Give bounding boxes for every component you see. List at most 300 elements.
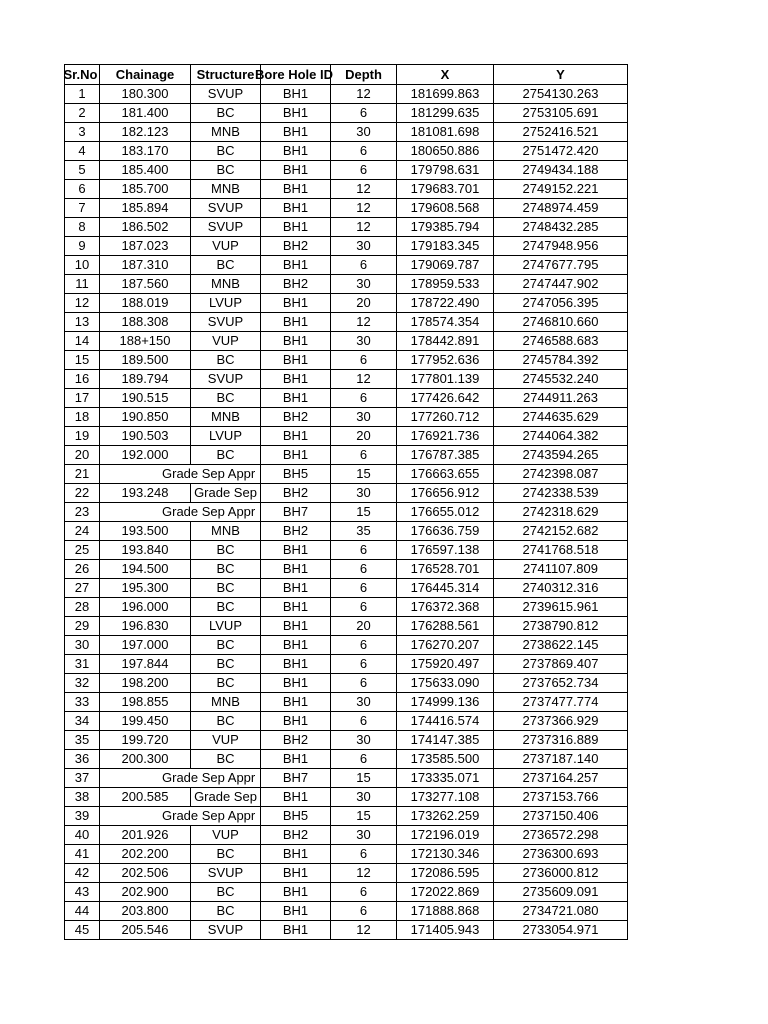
cell-sr-no[interactable]: 19: [65, 427, 100, 446]
cell-depth[interactable]: 20: [331, 427, 397, 446]
cell-chainage[interactable]: 193.248: [100, 484, 191, 503]
cell-structure-spanning[interactable]: Grade Sep Appr: [100, 503, 261, 522]
cell-bore-hole-id[interactable]: BH2: [261, 237, 331, 256]
cell-x[interactable]: 181699.863: [397, 85, 494, 104]
cell-bore-hole-id[interactable]: BH1: [261, 655, 331, 674]
cell-depth[interactable]: 12: [331, 370, 397, 389]
header-y[interactable]: Y: [494, 65, 628, 85]
cell-chainage[interactable]: 195.300: [100, 579, 191, 598]
cell-y[interactable]: 2744635.629: [494, 408, 628, 427]
cell-structure[interactable]: BC: [191, 636, 261, 655]
cell-structure[interactable]: MNB: [191, 522, 261, 541]
cell-depth[interactable]: 30: [331, 408, 397, 427]
cell-y[interactable]: 2737477.774: [494, 693, 628, 712]
cell-structure[interactable]: Grade Sep: [191, 484, 261, 503]
cell-x[interactable]: 176787.385: [397, 446, 494, 465]
cell-x[interactable]: 174999.136: [397, 693, 494, 712]
cell-structure[interactable]: Grade Sep: [191, 788, 261, 807]
cell-chainage[interactable]: 197.000: [100, 636, 191, 655]
cell-y[interactable]: 2744911.263: [494, 389, 628, 408]
cell-structure[interactable]: SVUP: [191, 218, 261, 237]
cell-depth[interactable]: 12: [331, 921, 397, 940]
cell-bore-hole-id[interactable]: BH1: [261, 921, 331, 940]
cell-depth[interactable]: 6: [331, 712, 397, 731]
cell-y[interactable]: 2741107.809: [494, 560, 628, 579]
cell-bore-hole-id[interactable]: BH2: [261, 484, 331, 503]
cell-depth[interactable]: 6: [331, 256, 397, 275]
cell-y[interactable]: 2751472.420: [494, 142, 628, 161]
cell-chainage[interactable]: 205.546: [100, 921, 191, 940]
cell-y[interactable]: 2743594.265: [494, 446, 628, 465]
cell-sr-no[interactable]: 20: [65, 446, 100, 465]
cell-y[interactable]: 2737652.734: [494, 674, 628, 693]
cell-structure[interactable]: BC: [191, 674, 261, 693]
cell-depth[interactable]: 20: [331, 294, 397, 313]
cell-bore-hole-id[interactable]: BH1: [261, 541, 331, 560]
cell-bore-hole-id[interactable]: BH1: [261, 446, 331, 465]
cell-x[interactable]: 176656.912: [397, 484, 494, 503]
cell-depth[interactable]: 12: [331, 313, 397, 332]
cell-depth[interactable]: 6: [331, 902, 397, 921]
cell-bore-hole-id[interactable]: BH1: [261, 180, 331, 199]
cell-sr-no[interactable]: 22: [65, 484, 100, 503]
cell-x[interactable]: 177426.642: [397, 389, 494, 408]
cell-bore-hole-id[interactable]: BH7: [261, 503, 331, 522]
cell-y[interactable]: 2737164.257: [494, 769, 628, 788]
cell-bore-hole-id[interactable]: BH1: [261, 256, 331, 275]
cell-structure[interactable]: SVUP: [191, 313, 261, 332]
cell-chainage[interactable]: 190.515: [100, 389, 191, 408]
cell-chainage[interactable]: 202.200: [100, 845, 191, 864]
cell-chainage[interactable]: 196.000: [100, 598, 191, 617]
cell-sr-no[interactable]: 6: [65, 180, 100, 199]
cell-chainage[interactable]: 198.855: [100, 693, 191, 712]
cell-x[interactable]: 176288.561: [397, 617, 494, 636]
cell-chainage[interactable]: 190.503: [100, 427, 191, 446]
cell-depth[interactable]: 6: [331, 845, 397, 864]
cell-depth[interactable]: 12: [331, 864, 397, 883]
cell-structure[interactable]: SVUP: [191, 199, 261, 218]
cell-sr-no[interactable]: 27: [65, 579, 100, 598]
cell-structure[interactable]: LVUP: [191, 617, 261, 636]
cell-y[interactable]: 2747056.395: [494, 294, 628, 313]
cell-bore-hole-id[interactable]: BH2: [261, 408, 331, 427]
header-depth[interactable]: Depth: [331, 65, 397, 85]
header-chainage[interactable]: Chainage: [100, 65, 191, 85]
cell-y[interactable]: 2738622.145: [494, 636, 628, 655]
cell-depth[interactable]: 15: [331, 465, 397, 484]
cell-structure[interactable]: BC: [191, 389, 261, 408]
cell-sr-no[interactable]: 23: [65, 503, 100, 522]
cell-structure[interactable]: BC: [191, 655, 261, 674]
cell-sr-no[interactable]: 16: [65, 370, 100, 389]
cell-x[interactable]: 176921.736: [397, 427, 494, 446]
cell-structure-spanning[interactable]: Grade Sep Appr: [100, 807, 261, 826]
cell-y[interactable]: 2753105.691: [494, 104, 628, 123]
cell-depth[interactable]: 6: [331, 104, 397, 123]
cell-structure[interactable]: MNB: [191, 275, 261, 294]
cell-structure[interactable]: BC: [191, 256, 261, 275]
cell-sr-no[interactable]: 2: [65, 104, 100, 123]
cell-structure[interactable]: MNB: [191, 123, 261, 142]
cell-x[interactable]: 179608.568: [397, 199, 494, 218]
cell-sr-no[interactable]: 35: [65, 731, 100, 750]
cell-y[interactable]: 2747677.795: [494, 256, 628, 275]
cell-bore-hole-id[interactable]: BH1: [261, 313, 331, 332]
cell-x[interactable]: 175920.497: [397, 655, 494, 674]
cell-y[interactable]: 2754130.263: [494, 85, 628, 104]
cell-y[interactable]: 2737316.889: [494, 731, 628, 750]
cell-sr-no[interactable]: 37: [65, 769, 100, 788]
cell-chainage[interactable]: 199.450: [100, 712, 191, 731]
cell-chainage[interactable]: 192.000: [100, 446, 191, 465]
cell-y[interactable]: 2745784.392: [494, 351, 628, 370]
cell-sr-no[interactable]: 42: [65, 864, 100, 883]
cell-chainage[interactable]: 188.308: [100, 313, 191, 332]
cell-bore-hole-id[interactable]: BH1: [261, 142, 331, 161]
cell-structure-spanning[interactable]: Grade Sep Appr: [100, 769, 261, 788]
cell-bore-hole-id[interactable]: BH1: [261, 712, 331, 731]
cell-structure[interactable]: MNB: [191, 693, 261, 712]
cell-sr-no[interactable]: 10: [65, 256, 100, 275]
cell-sr-no[interactable]: 39: [65, 807, 100, 826]
cell-y[interactable]: 2749434.188: [494, 161, 628, 180]
cell-y[interactable]: 2734721.080: [494, 902, 628, 921]
cell-chainage[interactable]: 183.170: [100, 142, 191, 161]
cell-sr-no[interactable]: 7: [65, 199, 100, 218]
cell-sr-no[interactable]: 32: [65, 674, 100, 693]
header-bore-hole-id[interactable]: [255, 65, 334, 85]
cell-depth[interactable]: 30: [331, 275, 397, 294]
cell-structure[interactable]: BC: [191, 579, 261, 598]
cell-x[interactable]: 176636.759: [397, 522, 494, 541]
cell-sr-no[interactable]: 26: [65, 560, 100, 579]
cell-sr-no[interactable]: 1: [65, 85, 100, 104]
cell-bore-hole-id[interactable]: BH1: [261, 351, 331, 370]
cell-chainage[interactable]: 187.560: [100, 275, 191, 294]
cell-bore-hole-id[interactable]: BH1: [261, 123, 331, 142]
cell-x[interactable]: 177801.139: [397, 370, 494, 389]
cell-structure[interactable]: BC: [191, 104, 261, 123]
cell-structure[interactable]: BC: [191, 142, 261, 161]
cell-x[interactable]: 177952.636: [397, 351, 494, 370]
cell-bore-hole-id[interactable]: BH1: [261, 218, 331, 237]
cell-sr-no[interactable]: 4: [65, 142, 100, 161]
cell-depth[interactable]: 12: [331, 199, 397, 218]
cell-depth[interactable]: 35: [331, 522, 397, 541]
cell-x[interactable]: 176445.314: [397, 579, 494, 598]
cell-y[interactable]: 2741768.518: [494, 541, 628, 560]
cell-sr-no[interactable]: 36: [65, 750, 100, 769]
cell-chainage[interactable]: 185.700: [100, 180, 191, 199]
cell-structure[interactable]: BC: [191, 845, 261, 864]
cell-sr-no[interactable]: 24: [65, 522, 100, 541]
cell-chainage[interactable]: 182.123: [100, 123, 191, 142]
cell-structure[interactable]: BC: [191, 883, 261, 902]
cell-bore-hole-id[interactable]: BH1: [261, 883, 331, 902]
header-x[interactable]: X: [397, 65, 494, 85]
cell-bore-hole-id[interactable]: BH1: [261, 427, 331, 446]
cell-sr-no[interactable]: 30: [65, 636, 100, 655]
cell-y[interactable]: 2737150.406: [494, 807, 628, 826]
cell-bore-hole-id[interactable]: BH1: [261, 617, 331, 636]
cell-depth[interactable]: 30: [331, 693, 397, 712]
cell-x[interactable]: 175633.090: [397, 674, 494, 693]
cell-chainage[interactable]: 185.400: [100, 161, 191, 180]
cell-chainage[interactable]: 196.830: [100, 617, 191, 636]
cell-sr-no[interactable]: 28: [65, 598, 100, 617]
cell-sr-no[interactable]: 45: [65, 921, 100, 940]
cell-y[interactable]: 2745532.240: [494, 370, 628, 389]
cell-bore-hole-id[interactable]: BH1: [261, 370, 331, 389]
cell-depth[interactable]: 12: [331, 218, 397, 237]
cell-depth[interactable]: 6: [331, 541, 397, 560]
cell-bore-hole-id[interactable]: BH1: [261, 104, 331, 123]
cell-x[interactable]: 178722.490: [397, 294, 494, 313]
cell-x[interactable]: 179798.631: [397, 161, 494, 180]
cell-sr-no[interactable]: 14: [65, 332, 100, 351]
cell-sr-no[interactable]: 31: [65, 655, 100, 674]
cell-bore-hole-id[interactable]: BH1: [261, 674, 331, 693]
cell-sr-no[interactable]: 40: [65, 826, 100, 845]
cell-sr-no[interactable]: 44: [65, 902, 100, 921]
cell-x[interactable]: 173262.259: [397, 807, 494, 826]
cell-depth[interactable]: 12: [331, 180, 397, 199]
cell-bore-hole-id[interactable]: BH1: [261, 199, 331, 218]
cell-bore-hole-id[interactable]: BH1: [261, 389, 331, 408]
cell-structure[interactable]: BC: [191, 598, 261, 617]
cell-x[interactable]: 173335.071: [397, 769, 494, 788]
cell-sr-no[interactable]: 43: [65, 883, 100, 902]
cell-y[interactable]: 2748432.285: [494, 218, 628, 237]
cell-sr-no[interactable]: 17: [65, 389, 100, 408]
cell-y[interactable]: 2742398.087: [494, 465, 628, 484]
cell-chainage[interactable]: 189.500: [100, 351, 191, 370]
cell-depth[interactable]: 30: [331, 332, 397, 351]
cell-structure[interactable]: LVUP: [191, 294, 261, 313]
cell-structure[interactable]: VUP: [191, 237, 261, 256]
cell-structure[interactable]: BC: [191, 351, 261, 370]
cell-y[interactable]: 2736300.693: [494, 845, 628, 864]
cell-bore-hole-id[interactable]: BH1: [261, 560, 331, 579]
cell-x[interactable]: 176663.655: [397, 465, 494, 484]
cell-y[interactable]: 2740312.316: [494, 579, 628, 598]
cell-y[interactable]: 2733054.971: [494, 921, 628, 940]
cell-y[interactable]: 2746588.683: [494, 332, 628, 351]
cell-chainage[interactable]: 199.720: [100, 731, 191, 750]
cell-structure[interactable]: MNB: [191, 180, 261, 199]
cell-depth[interactable]: 30: [331, 237, 397, 256]
cell-bore-hole-id[interactable]: BH1: [261, 579, 331, 598]
cell-x[interactable]: 181299.635: [397, 104, 494, 123]
cell-chainage[interactable]: 201.926: [100, 826, 191, 845]
cell-y[interactable]: 2742338.539: [494, 484, 628, 503]
cell-x[interactable]: 178574.354: [397, 313, 494, 332]
cell-x[interactable]: 174147.385: [397, 731, 494, 750]
cell-x[interactable]: 177260.712: [397, 408, 494, 427]
cell-x[interactable]: 172196.019: [397, 826, 494, 845]
cell-bore-hole-id[interactable]: BH1: [261, 598, 331, 617]
cell-depth[interactable]: 6: [331, 655, 397, 674]
cell-structure[interactable]: SVUP: [191, 370, 261, 389]
cell-structure[interactable]: BC: [191, 541, 261, 560]
cell-chainage[interactable]: 193.500: [100, 522, 191, 541]
cell-sr-no[interactable]: 3: [65, 123, 100, 142]
cell-structure[interactable]: BC: [191, 712, 261, 731]
cell-y[interactable]: 2746810.660: [494, 313, 628, 332]
cell-x[interactable]: 171888.868: [397, 902, 494, 921]
cell-depth[interactable]: 6: [331, 161, 397, 180]
cell-structure[interactable]: SVUP: [191, 864, 261, 883]
cell-bore-hole-id[interactable]: BH1: [261, 636, 331, 655]
cell-depth[interactable]: 30: [331, 731, 397, 750]
cell-structure[interactable]: SVUP: [191, 85, 261, 104]
cell-bore-hole-id[interactable]: BH1: [261, 750, 331, 769]
cell-x[interactable]: 171405.943: [397, 921, 494, 940]
cell-chainage[interactable]: 189.794: [100, 370, 191, 389]
cell-sr-no[interactable]: 38: [65, 788, 100, 807]
cell-chainage[interactable]: 193.840: [100, 541, 191, 560]
cell-depth[interactable]: 6: [331, 579, 397, 598]
cell-x[interactable]: 181081.698: [397, 123, 494, 142]
cell-depth[interactable]: 6: [331, 142, 397, 161]
cell-sr-no[interactable]: 41: [65, 845, 100, 864]
cell-depth[interactable]: 6: [331, 560, 397, 579]
cell-sr-no[interactable]: 33: [65, 693, 100, 712]
cell-bore-hole-id[interactable]: BH7: [261, 769, 331, 788]
cell-depth[interactable]: 30: [331, 123, 397, 142]
cell-depth[interactable]: 30: [331, 826, 397, 845]
cell-depth[interactable]: 30: [331, 788, 397, 807]
cell-depth[interactable]: 15: [331, 807, 397, 826]
cell-bore-hole-id[interactable]: BH1: [261, 788, 331, 807]
cell-bore-hole-id[interactable]: BH5: [261, 807, 331, 826]
cell-x[interactable]: 178959.533: [397, 275, 494, 294]
cell-structure[interactable]: VUP: [191, 731, 261, 750]
cell-x[interactable]: 176528.701: [397, 560, 494, 579]
cell-structure[interactable]: BC: [191, 750, 261, 769]
cell-x[interactable]: 172022.869: [397, 883, 494, 902]
cell-y[interactable]: 2737153.766: [494, 788, 628, 807]
cell-y[interactable]: 2742318.629: [494, 503, 628, 522]
cell-y[interactable]: 2737869.407: [494, 655, 628, 674]
cell-chainage[interactable]: 188.019: [100, 294, 191, 313]
cell-y[interactable]: 2739615.961: [494, 598, 628, 617]
cell-y[interactable]: 2742152.682: [494, 522, 628, 541]
cell-sr-no[interactable]: 29: [65, 617, 100, 636]
cell-sr-no[interactable]: 25: [65, 541, 100, 560]
cell-structure[interactable]: BC: [191, 161, 261, 180]
cell-chainage[interactable]: 194.500: [100, 560, 191, 579]
cell-chainage[interactable]: 185.894: [100, 199, 191, 218]
cell-bore-hole-id[interactable]: BH1: [261, 864, 331, 883]
cell-chainage[interactable]: 187.023: [100, 237, 191, 256]
cell-x[interactable]: 176270.207: [397, 636, 494, 655]
cell-y[interactable]: 2736572.298: [494, 826, 628, 845]
cell-depth[interactable]: 6: [331, 446, 397, 465]
cell-depth[interactable]: 30: [331, 484, 397, 503]
cell-chainage[interactable]: 190.850: [100, 408, 191, 427]
cell-depth[interactable]: 6: [331, 351, 397, 370]
cell-y[interactable]: 2736000.812: [494, 864, 628, 883]
cell-bore-hole-id[interactable]: BH2: [261, 826, 331, 845]
cell-bore-hole-id[interactable]: BH5: [261, 465, 331, 484]
cell-sr-no[interactable]: 12: [65, 294, 100, 313]
cell-depth[interactable]: 15: [331, 769, 397, 788]
cell-y[interactable]: 2735609.091: [494, 883, 628, 902]
cell-chainage[interactable]: 197.844: [100, 655, 191, 674]
cell-sr-no[interactable]: 21: [65, 465, 100, 484]
cell-depth[interactable]: 6: [331, 598, 397, 617]
cell-chainage[interactable]: 181.400: [100, 104, 191, 123]
cell-depth[interactable]: 12: [331, 85, 397, 104]
cell-x[interactable]: 178442.891: [397, 332, 494, 351]
cell-bore-hole-id[interactable]: BH1: [261, 845, 331, 864]
cell-depth[interactable]: 15: [331, 503, 397, 522]
cell-structure[interactable]: BC: [191, 902, 261, 921]
cell-chainage[interactable]: 202.506: [100, 864, 191, 883]
cell-bore-hole-id[interactable]: BH2: [261, 522, 331, 541]
cell-sr-no[interactable]: 34: [65, 712, 100, 731]
cell-x[interactable]: 179385.794: [397, 218, 494, 237]
cell-sr-no[interactable]: 8: [65, 218, 100, 237]
cell-structure[interactable]: VUP: [191, 332, 261, 351]
cell-depth[interactable]: 6: [331, 674, 397, 693]
cell-chainage[interactable]: 200.300: [100, 750, 191, 769]
cell-x[interactable]: 172130.346: [397, 845, 494, 864]
header-structure[interactable]: Structure: [191, 65, 261, 85]
cell-sr-no[interactable]: 15: [65, 351, 100, 370]
cell-y[interactable]: 2737187.140: [494, 750, 628, 769]
cell-structure[interactable]: BC: [191, 446, 261, 465]
cell-sr-no[interactable]: 18: [65, 408, 100, 427]
cell-x[interactable]: 179183.345: [397, 237, 494, 256]
cell-x[interactable]: 179069.787: [397, 256, 494, 275]
cell-structure[interactable]: LVUP: [191, 427, 261, 446]
cell-chainage[interactable]: 187.310: [100, 256, 191, 275]
cell-structure-spanning[interactable]: Grade Sep Appr: [100, 465, 261, 484]
cell-structure[interactable]: VUP: [191, 826, 261, 845]
cell-x[interactable]: 176372.368: [397, 598, 494, 617]
cell-sr-no[interactable]: 11: [65, 275, 100, 294]
cell-bore-hole-id[interactable]: BH1: [261, 693, 331, 712]
cell-structure[interactable]: MNB: [191, 408, 261, 427]
cell-x[interactable]: 176655.012: [397, 503, 494, 522]
cell-depth[interactable]: 20: [331, 617, 397, 636]
cell-y[interactable]: 2752416.521: [494, 123, 628, 142]
cell-bore-hole-id[interactable]: BH1: [261, 294, 331, 313]
cell-bore-hole-id[interactable]: BH2: [261, 731, 331, 750]
cell-y[interactable]: 2738790.812: [494, 617, 628, 636]
cell-x[interactable]: 176597.138: [397, 541, 494, 560]
cell-y[interactable]: 2737366.929: [494, 712, 628, 731]
cell-chainage[interactable]: 186.502: [100, 218, 191, 237]
cell-bore-hole-id[interactable]: BH1: [261, 85, 331, 104]
cell-x[interactable]: 173277.108: [397, 788, 494, 807]
cell-x[interactable]: 174416.574: [397, 712, 494, 731]
cell-y[interactable]: 2747948.956: [494, 237, 628, 256]
cell-depth[interactable]: 6: [331, 636, 397, 655]
cell-chainage[interactable]: 203.800: [100, 902, 191, 921]
cell-chainage[interactable]: 200.585: [100, 788, 191, 807]
cell-bore-hole-id[interactable]: BH1: [261, 161, 331, 180]
cell-bore-hole-id[interactable]: BH1: [261, 332, 331, 351]
cell-y[interactable]: 2749152.221: [494, 180, 628, 199]
cell-depth[interactable]: 6: [331, 883, 397, 902]
cell-sr-no[interactable]: 9: [65, 237, 100, 256]
cell-structure[interactable]: SVUP: [191, 921, 261, 940]
cell-y[interactable]: 2748974.459: [494, 199, 628, 218]
